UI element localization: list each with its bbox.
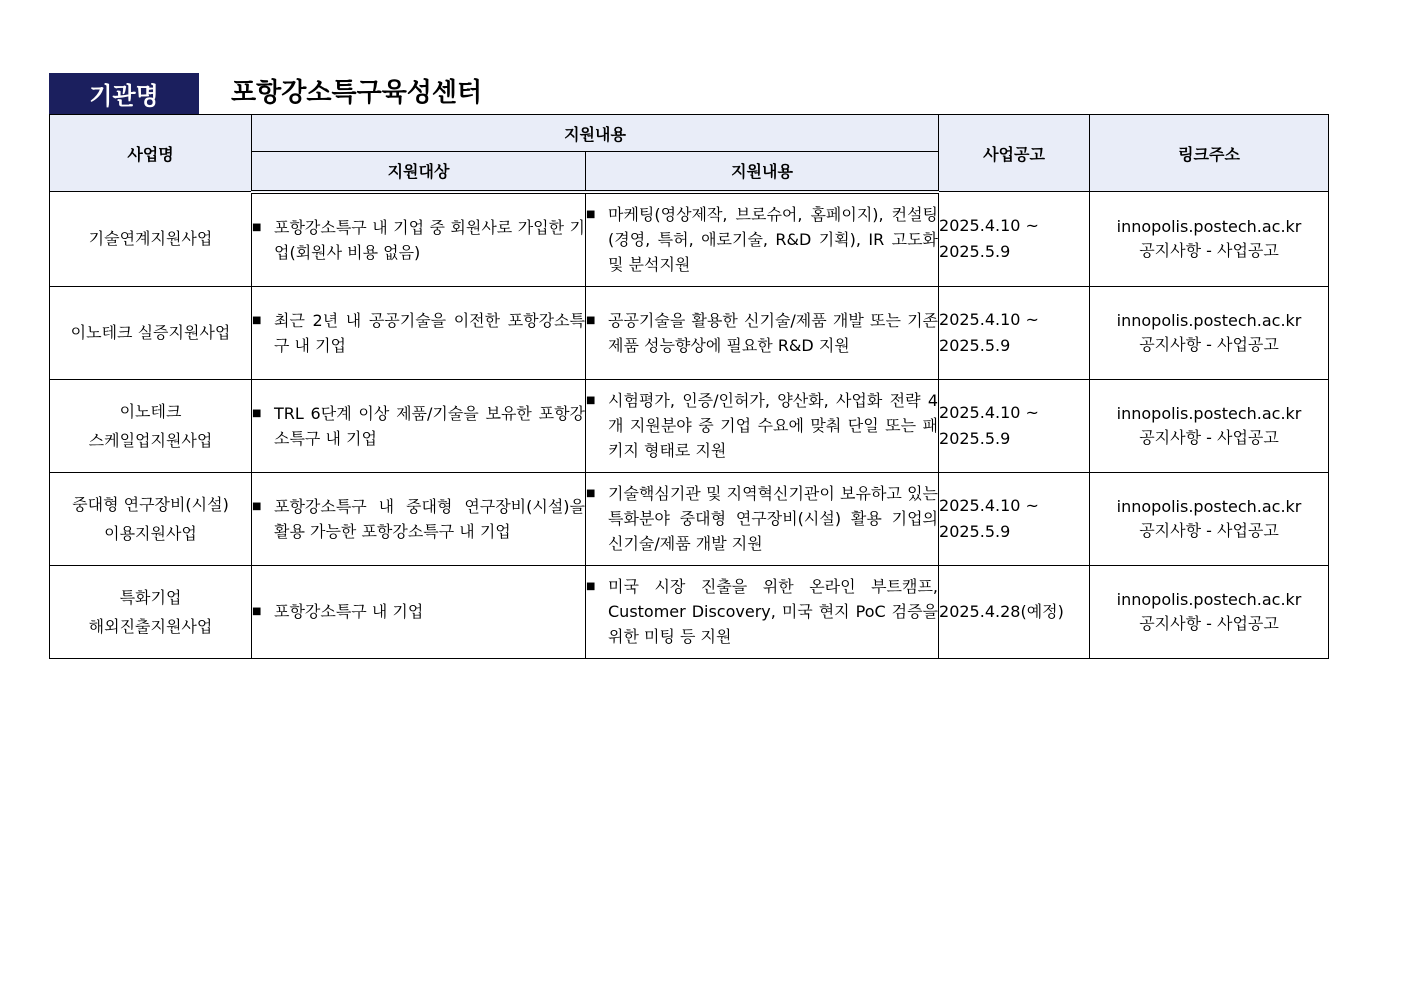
organization-name: 포항강소특구육성센터 bbox=[231, 78, 483, 108]
target-cell bbox=[252, 286, 586, 379]
bullet-item bbox=[586, 388, 938, 463]
link-url[interactable]: innopolis.postech.ac.kr bbox=[1116, 403, 1302, 423]
business-name-cell-line: 스케일업지원사업 bbox=[88, 430, 213, 450]
bullet-item bbox=[252, 215, 585, 265]
business-name-cell bbox=[50, 192, 252, 287]
content-cell bbox=[586, 192, 939, 287]
link-cell bbox=[1090, 379, 1329, 472]
business-name-cell-line: 해외진출지원사업 bbox=[88, 616, 213, 636]
link-cell bbox=[1090, 472, 1329, 565]
business-name-cell bbox=[50, 379, 252, 472]
notice-date-cell-line: 2025.4.10 ~ bbox=[939, 215, 1039, 235]
target-cell-text: 최근 2년 내 공공기술을 이전한 포항강소특구 내 기업 bbox=[274, 310, 585, 355]
target-cell bbox=[252, 565, 586, 658]
title-row bbox=[49, 73, 949, 114]
notice-date-cell-line: 2025.4.10 ~ bbox=[939, 402, 1039, 422]
link-cell-line: 공지사항 - 사업공고 bbox=[1139, 240, 1279, 260]
target-cell-text: 포항강소특구 내 중대형 연구장비(시설)을 활용 가능한 포항강소특구 내 기업 bbox=[274, 496, 585, 541]
bullet-item bbox=[586, 574, 938, 649]
square-bullet-icon: ■ bbox=[586, 581, 596, 592]
square-bullet-icon: ■ bbox=[252, 221, 262, 233]
business-name-cell-line: 이노테크 bbox=[119, 401, 182, 421]
link-url[interactable]: innopolis.postech.ac.kr bbox=[1116, 216, 1302, 236]
bullet-item bbox=[252, 308, 585, 358]
content-cell bbox=[586, 379, 939, 472]
square-bullet-icon: ■ bbox=[252, 407, 262, 419]
link-cell-line: 공지사항 - 사업공고 bbox=[1139, 334, 1279, 354]
business-name-cell-line: 기술연계지원사업 bbox=[88, 229, 213, 249]
content-cell bbox=[586, 472, 939, 565]
notice-date-cell-line: 2025.5.9 bbox=[939, 428, 1011, 448]
target-cell bbox=[252, 379, 586, 472]
header-target: 지원대상 bbox=[252, 152, 586, 192]
notice-date-cell bbox=[939, 472, 1090, 565]
link-cell bbox=[1090, 565, 1329, 658]
content-cell-text: 공공기술을 활용한 신기술/제품 개발 또는 기존 제품 성능향상에 필요한 R&D 지원 bbox=[608, 310, 939, 355]
table-row bbox=[50, 192, 1329, 287]
table-row bbox=[50, 286, 1329, 379]
square-bullet-icon: ■ bbox=[586, 488, 596, 499]
target-cell bbox=[252, 192, 586, 287]
link-cell bbox=[1090, 192, 1329, 287]
notice-date-cell-line: 2025.5.9 bbox=[939, 521, 1011, 541]
notice-date-cell bbox=[939, 192, 1090, 287]
header-link: 링크주소 bbox=[1090, 115, 1329, 192]
header-notice: 사업공고 bbox=[939, 115, 1090, 192]
notice-date-cell-line: 2025.4.10 ~ bbox=[939, 495, 1039, 515]
table-row bbox=[50, 472, 1329, 565]
bullet-item bbox=[586, 481, 938, 556]
org-label-box: 기관명 bbox=[49, 73, 199, 114]
business-name-cell-line: 이노테크 실증지원사업 bbox=[70, 323, 231, 342]
notice-date-cell-line: 2025.5.9 bbox=[939, 335, 1011, 355]
business-name-cell-line: 이용지원사업 bbox=[104, 523, 197, 543]
business-name-cell-line: 특화기업 bbox=[119, 587, 182, 607]
business-name-cell-line: 중대형 연구장비(시설) bbox=[72, 494, 229, 514]
business-name-cell bbox=[50, 286, 252, 379]
link-url[interactable]: innopolis.postech.ac.kr bbox=[1116, 496, 1302, 516]
bullet-item bbox=[586, 202, 938, 277]
target-cell bbox=[252, 472, 586, 565]
table-body bbox=[50, 192, 1329, 659]
square-bullet-icon: ■ bbox=[252, 314, 262, 326]
link-cell bbox=[1090, 286, 1329, 379]
target-cell-text: TRL 6단계 이상 제품/기술을 보유한 포항강소특구 내 기업 bbox=[274, 403, 585, 448]
notice-date-cell bbox=[939, 565, 1090, 658]
table-row bbox=[50, 565, 1329, 658]
notice-date-cell-line: 2025.4.28(예정) bbox=[939, 601, 1064, 621]
link-url[interactable]: innopolis.postech.ac.kr bbox=[1116, 589, 1302, 609]
content-cell-text: 기술핵심기관 및 지역혁신기관이 보유하고 있는 특화분야 중대형 연구장비(시설) 활용 기업의 신기술/제품 개발 지원 bbox=[608, 484, 939, 553]
link-cell-line: 공지사항 - 사업공고 bbox=[1139, 520, 1279, 540]
bullet-item bbox=[252, 599, 585, 624]
target-cell-text: 포항강소특구 내 기업 중 회원사로 가입한 기업(회원사 비용 없음) bbox=[274, 217, 585, 262]
notice-date-cell bbox=[939, 379, 1090, 472]
content-cell-text: 마케팅(영상제작, 브로슈어, 홈페이지), 컨설팅(경영, 특허, 애로기술, R&D 기획), IR 고도화 및 분석지원 bbox=[608, 205, 939, 274]
support-program-table bbox=[49, 114, 1329, 659]
content-cell bbox=[586, 286, 939, 379]
notice-date-cell-line: 2025.5.9 bbox=[939, 241, 1011, 261]
notice-date-cell-line: 2025.4.10 ~ bbox=[939, 309, 1039, 329]
content-cell-text: 미국 시장 진출을 위한 온라인 부트캠프, Customer Discovery, 미국 현지 PoC 검증을 위한 미팅 등 지원 bbox=[608, 577, 939, 646]
square-bullet-icon: ■ bbox=[586, 314, 596, 326]
business-name-cell bbox=[50, 565, 252, 658]
bullet-item bbox=[586, 308, 938, 358]
square-bullet-icon: ■ bbox=[586, 395, 596, 406]
link-url[interactable]: innopolis.postech.ac.kr bbox=[1116, 310, 1302, 330]
header-business-name: 사업명 bbox=[50, 115, 252, 192]
header-content: 지원내용 bbox=[586, 152, 939, 192]
notice-date-cell bbox=[939, 286, 1090, 379]
square-bullet-icon: ■ bbox=[586, 209, 596, 220]
target-cell-text: 포항강소특구 내 기업 bbox=[274, 602, 424, 621]
content-cell bbox=[586, 565, 939, 658]
bullet-item bbox=[252, 494, 585, 544]
business-name-cell bbox=[50, 472, 252, 565]
content-cell-text: 시험평가, 인증/인허가, 양산화, 사업화 전략 4개 지원분야 중 기업 수요에 맞춰 단일 또는 패키지 형태로 지원 bbox=[608, 391, 939, 460]
square-bullet-icon: ■ bbox=[252, 606, 262, 617]
table-row bbox=[50, 379, 1329, 472]
link-cell-line: 공지사항 - 사업공고 bbox=[1139, 427, 1279, 447]
bullet-item bbox=[252, 401, 585, 451]
header-support-group: 지원내용 bbox=[252, 115, 939, 152]
link-cell-line: 공지사항 - 사업공고 bbox=[1139, 613, 1279, 633]
square-bullet-icon: ■ bbox=[252, 500, 262, 512]
